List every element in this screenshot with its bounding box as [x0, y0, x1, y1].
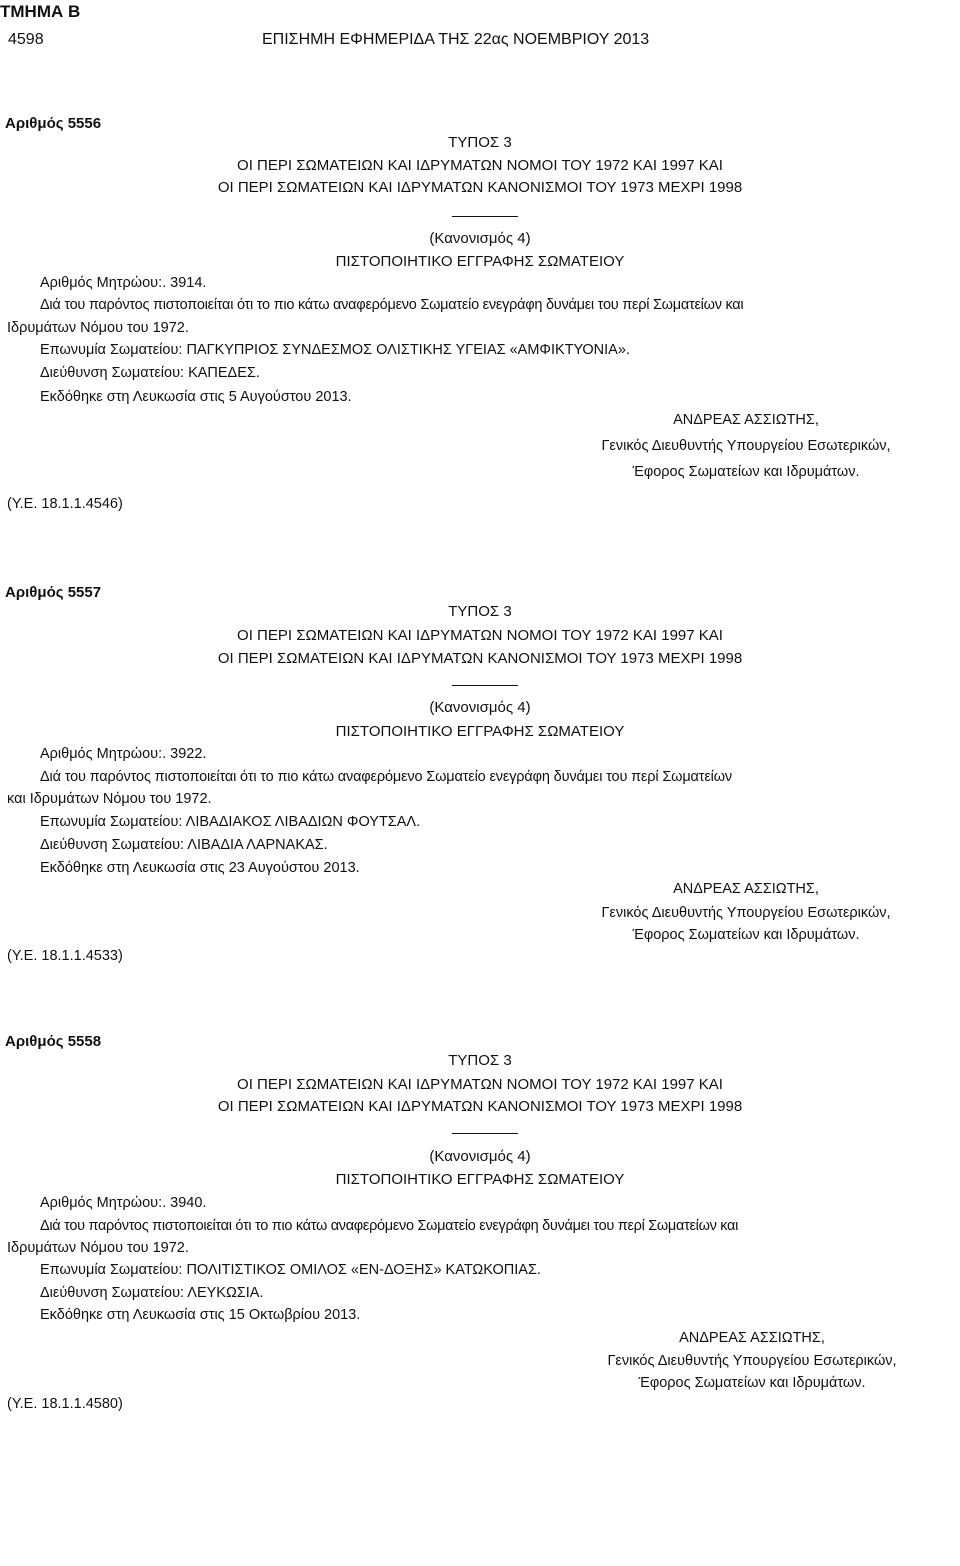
- divider-rule: [452, 685, 518, 686]
- body-line-1: Διά του παρόντος πιστοποιείται ότι το πιο κάτω αναφερόμενο Σωματείο ενεγράφη δυνάμει του περί Σωματείων και: [40, 1218, 739, 1234]
- body-line-2: Ιδρυμάτων Νόμου του 1972.: [7, 320, 189, 336]
- body-line-1: Διά του παρόντος πιστοποιείται ότι το πιο κάτω αναφερόμενο Σωματείο ενεγράφη δυνάμει του περί Σωματείων και: [40, 297, 744, 313]
- notice-number: Αριθμός 5556: [5, 115, 102, 132]
- signatory-name: ΑΝΔΡΕΑΣ ΑΣΣΙΩΤΗΣ,: [673, 881, 819, 897]
- issue-date: Εκδόθηκε στη Λευκωσία στις 23 Αυγούστου 2013.: [40, 860, 360, 876]
- body-line-2: και Ιδρυμάτων Νόμου του 1972.: [7, 791, 212, 807]
- body-line-2: Ιδρυμάτων Νόμου του 1972.: [7, 1240, 189, 1256]
- divider-rule: [452, 216, 518, 217]
- signatory-role-1: Γενικός Διευθυντής Υπουργείου Εσωτερικών,: [601, 438, 891, 454]
- notice-type: ΤΥΠΟΣ 3: [448, 603, 512, 620]
- notice-type: ΤΥΠΟΣ 3: [448, 1052, 512, 1069]
- signatory-name: ΑΝΔΡΕΑΣ ΑΣΣΙΩΤΗΣ,: [673, 412, 819, 428]
- association-name: Επωνυμία Σωματείου: ΠΟΛΙΤΙΣΤΙΚΟΣ ΟΜΙΛΟΣ «ΕΝ-ΔΟΞΗΣ» ΚΑΤΩΚΟΠΙΑΣ.: [40, 1262, 541, 1278]
- law-line-2: ΟΙ ΠΕΡΙ ΣΩΜΑΤΕΙΩΝ ΚΑΙ ΙΔΡΥΜΑΤΩΝ ΚΑΝΟΝΙΣΜΟΙ ΤΟΥ 1973 ΜΕΧΡΙ 1998: [217, 1098, 743, 1115]
- page-number: 4598: [8, 31, 44, 48]
- body-line-1: Διά του παρόντος πιστοποιείται ότι το πιο κάτω αναφερόμενο Σωματείο ενεγράφη δυνάμει του περί Σωματείων: [40, 769, 732, 785]
- issue-date: Εκδόθηκε στη Λευκωσία στις 15 Οκτωβρίου 2013.: [40, 1307, 361, 1323]
- gazette-title: ΕΠΙΣΗΜΗ ΕΦΗΜΕΡΙΔΑ ΤΗΣ 22ας ΝΟΕΜΒΡΙΟΥ 2013: [262, 31, 650, 48]
- signatory-role-1: Γενικός Διευθυντής Υπουργείου Εσωτερικών,: [607, 1353, 897, 1369]
- law-line-2: ΟΙ ΠΕΡΙ ΣΩΜΑΤΕΙΩΝ ΚΑΙ ΙΔΡΥΜΑΤΩΝ ΚΑΝΟΝΙΣΜΟΙ ΤΟΥ 1973 ΜΕΧΡΙ 1998: [217, 650, 743, 667]
- certificate-title: ΠΙΣΤΟΠΟΙΗΤΙΚΟ ΕΓΓΡΑΦΗΣ ΣΩΜΑΤΕΙΟΥ: [335, 1171, 625, 1188]
- regulation: (Κανονισμός 4): [429, 699, 531, 716]
- association-address: Διεύθυνση Σωματείου: ΛΙΒΑΔΙΑ ΛΑΡΝΑΚΑΣ.: [40, 837, 328, 853]
- reference-number: (Υ.Ε. 18.1.1.4580): [7, 1396, 123, 1412]
- signatory-role-1: Γενικός Διευθυντής Υπουργείου Εσωτερικών,: [601, 905, 891, 921]
- association-name: Επωνυμία Σωματείου: ΛΙΒΑΔΙΑΚΟΣ ΛΙΒΑΔΙΩΝ ΦΟΥΤΣΑΛ.: [40, 814, 421, 830]
- notice-number: Αριθμός 5557: [5, 584, 102, 601]
- signatory-role-2: Έφορος Σωματείων και Ιδρυμάτων.: [632, 927, 860, 943]
- issue-date: Εκδόθηκε στη Λευκωσία στις 5 Αυγούστου 2013.: [40, 389, 352, 405]
- registry-number: Αριθμός Μητρώου:. 3922.: [40, 746, 207, 762]
- regulation: (Κανονισμός 4): [429, 1148, 531, 1165]
- signatory-role-2: Έφορος Σωματείων και Ιδρυμάτων.: [632, 464, 860, 480]
- notice-number: Αριθμός 5558: [5, 1033, 102, 1050]
- association-name: Επωνυμία Σωματείου: ΠΑΓΚΥΠΡΙΟΣ ΣΥΝΔΕΣΜΟΣ ΟΛΙΣΤΙΚΗΣ ΥΓΕΙΑΣ «ΑΜΦΙΚΤΥΟΝΙΑ».: [40, 342, 630, 358]
- association-address: Διεύθυνση Σωματείου: ΚΑΠΕΔΕΣ.: [40, 365, 260, 381]
- law-line-2: ΟΙ ΠΕΡΙ ΣΩΜΑΤΕΙΩΝ ΚΑΙ ΙΔΡΥΜΑΤΩΝ ΚΑΝΟΝΙΣΜΟΙ ΤΟΥ 1973 ΜΕΧΡΙ 1998: [217, 179, 743, 196]
- law-line-1: ΟΙ ΠΕΡΙ ΣΩΜΑΤΕΙΩΝ ΚΑΙ ΙΔΡΥΜΑΤΩΝ ΝΟΜΟΙ ΤΟΥ 1972 ΚΑΙ 1997 ΚΑΙ: [237, 157, 723, 174]
- certificate-title: ΠΙΣΤΟΠΟΙΗΤΙΚΟ ΕΓΓΡΑΦΗΣ ΣΩΜΑΤΕΙΟΥ: [335, 253, 625, 270]
- law-line-1: ΟΙ ΠΕΡΙ ΣΩΜΑΤΕΙΩΝ ΚΑΙ ΙΔΡΥΜΑΤΩΝ ΝΟΜΟΙ ΤΟΥ 1972 ΚΑΙ 1997 ΚΑΙ: [237, 627, 723, 644]
- notice-type: ΤΥΠΟΣ 3: [448, 134, 512, 151]
- registry-number: Αριθμός Μητρώου:. 3940.: [40, 1195, 207, 1211]
- reference-number: (Υ.Ε. 18.1.1.4533): [7, 948, 123, 964]
- notice-5556: [0, 112, 960, 532]
- signatory-name: ΑΝΔΡΕΑΣ ΑΣΣΙΩΤΗΣ,: [679, 1330, 825, 1346]
- notice-5557: [0, 581, 960, 1001]
- association-address: Διεύθυνση Σωματείου: ΛΕΥΚΩΣΙΑ.: [40, 1285, 264, 1301]
- notice-5558: [0, 1030, 960, 1450]
- divider-rule: [452, 1133, 518, 1134]
- signatory-role-2: Έφορος Σωματείων και Ιδρυμάτων.: [638, 1375, 866, 1391]
- certificate-title: ΠΙΣΤΟΠΟΙΗΤΙΚΟ ΕΓΓΡΑΦΗΣ ΣΩΜΑΤΕΙΟΥ: [335, 723, 625, 740]
- registry-number: Αριθμός Μητρώου:. 3914.: [40, 275, 207, 291]
- law-line-1: ΟΙ ΠΕΡΙ ΣΩΜΑΤΕΙΩΝ ΚΑΙ ΙΔΡΥΜΑΤΩΝ ΝΟΜΟΙ ΤΟΥ 1972 ΚΑΙ 1997 ΚΑΙ: [237, 1076, 723, 1093]
- regulation: (Κανονισμός 4): [429, 230, 531, 247]
- reference-number: (Υ.Ε. 18.1.1.4546): [7, 496, 123, 512]
- section-tag: ΤΜΗΜΑ Β: [0, 2, 81, 21]
